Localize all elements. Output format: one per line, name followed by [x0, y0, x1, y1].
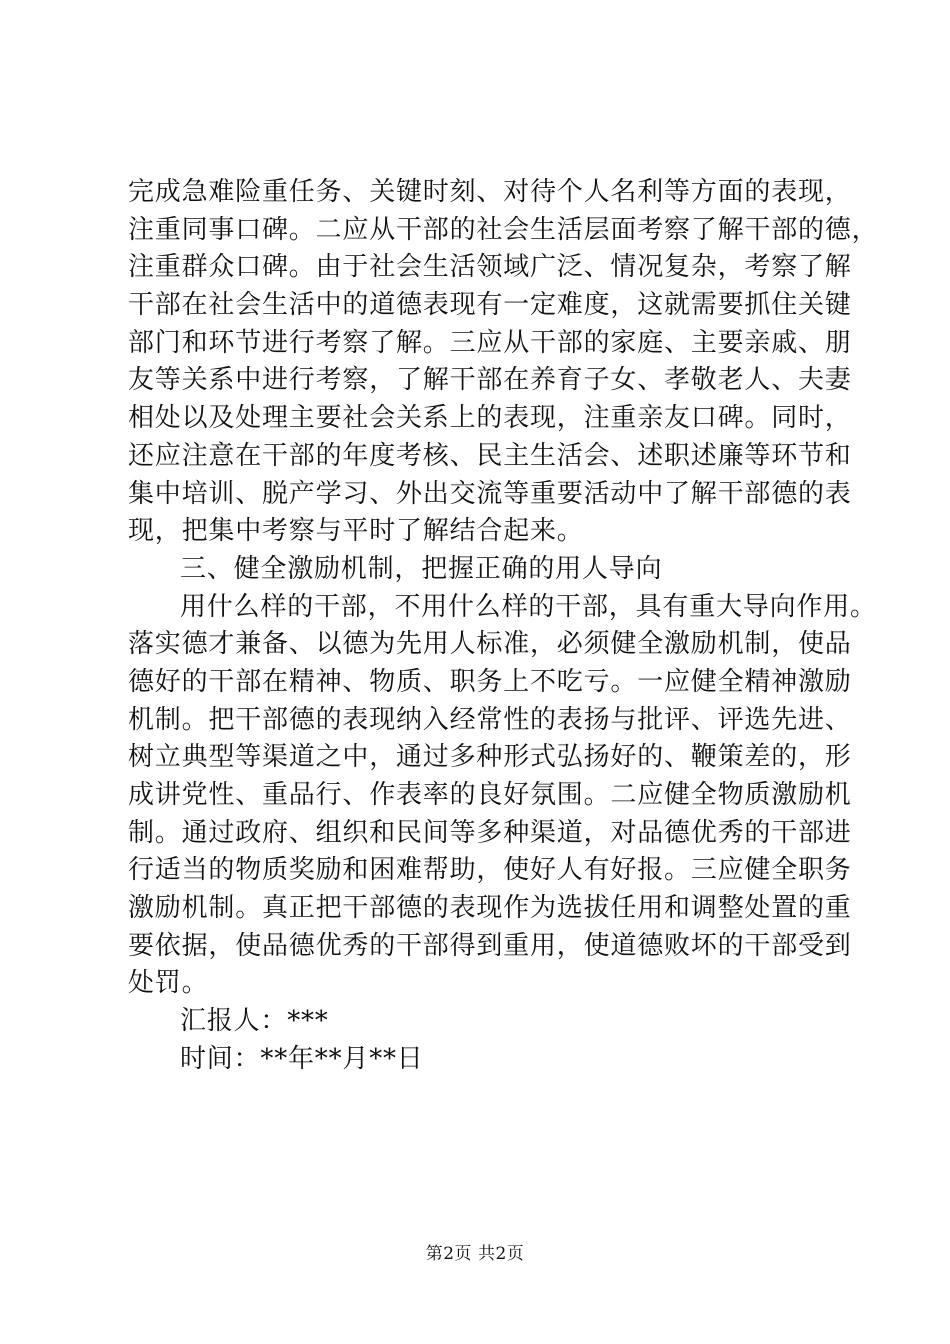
reporter-line: 汇报人：*** [180, 1006, 329, 1037]
body-line: 德好的干部在精神、物质、职务上不吃亏。一应健全精神激励 [128, 666, 852, 697]
body-line: 还应注意在干部的年度考核、民主生活会、述职述廉等环节和 [128, 440, 852, 471]
section-heading: 三、健全激励机制，把握正确的用人导向 [180, 553, 663, 584]
body-line: 制。通过政府、组织和民间等多种渠道，对品德优秀的干部进 [128, 817, 852, 848]
body-line: 相处以及处理主要社会关系上的表现，注重亲友口碑。同时， [128, 403, 852, 434]
body-line: 要依据，使品德优秀的干部得到重用，使道德败坏的干部受到 [128, 930, 852, 961]
body-line: 集中培训、脱产学习、外出交流等重要活动中了解干部德的表 [128, 478, 852, 509]
body-line: 处罚。 [128, 968, 209, 999]
body-line: 现，把集中考察与平时了解结合起来。 [128, 516, 584, 547]
body-line: 落实德才兼备、以德为先用人标准，必须健全激励机制，使品 [128, 629, 852, 660]
body-line: 完成急难险重任务、关键时刻、对待个人名利等方面的表现， [128, 177, 852, 207]
body-line: 注重同事口碑。二应从干部的社会生活层面考察了解干部的德， [128, 214, 879, 245]
body-line: 干部在社会生活中的道德表现有一定难度，这就需要抓住关键 [128, 290, 852, 321]
date-line: 时间：**年**月**日 [180, 1043, 424, 1074]
body-line: 树立典型等渠道之中，通过多种形式弘扬好的、鞭策差的，形 [128, 742, 852, 773]
body-line: 成讲党性、重品行、作表率的良好氛围。二应健全物质激励机 [128, 780, 852, 810]
body-line: 机制。把干部德的表现纳入经常性的表扬与批评、评选先进、 [128, 704, 852, 735]
body-line: 用什么样的干部，不用什么样的干部，具有重大导向作用。 [180, 591, 877, 622]
body-line: 友等关系中进行考察，了解干部在养育子女、孝敬老人、夫妻 [128, 365, 852, 396]
body-line: 激励机制。真正把干部德的表现作为选拔任用和调整处置的重 [128, 893, 852, 924]
body-line: 注重群众口碑。由于社会生活领域广泛、情况复杂，考察了解 [128, 252, 852, 283]
body-line: 行适当的物质奖励和困难帮助，使好人有好报。三应健全职务 [128, 855, 852, 886]
body-line: 部门和环节进行考察了解。三应从干部的家庭、主要亲戚、朋 [128, 327, 852, 358]
page-number-footer: 第2页 共2页 [425, 1244, 525, 1264]
document-body [128, 174, 879, 1079]
